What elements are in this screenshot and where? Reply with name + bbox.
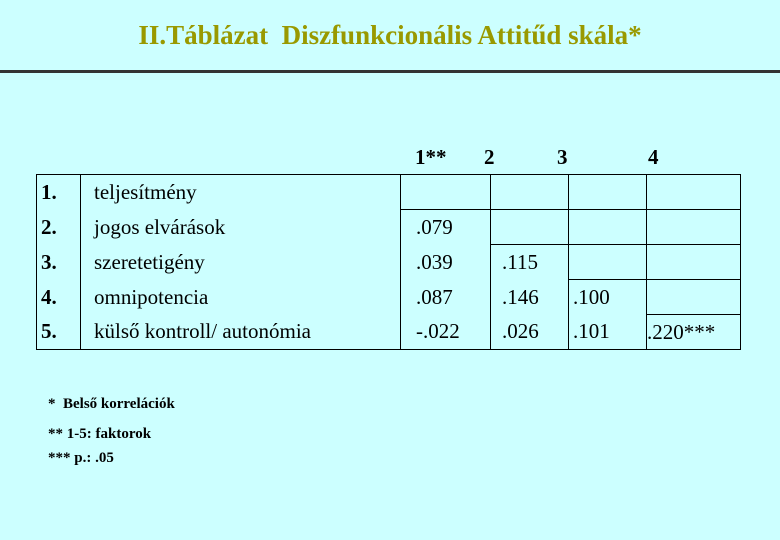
cell-col-4 — [647, 210, 741, 245]
row-label: teljesítmény — [81, 175, 401, 210]
correlation-table — [36, 174, 741, 350]
row-number: 5. — [37, 315, 81, 350]
cell-col-3: .100 — [569, 280, 647, 315]
cell-col-1: -.022 — [401, 315, 491, 350]
cell-col-3 — [569, 245, 647, 280]
row-label: szeretetigény — [81, 245, 401, 280]
column-header-1: 1** — [415, 145, 447, 169]
cell-col-1: .039 — [401, 245, 491, 280]
table-row — [37, 210, 741, 245]
cell-col-3: .101 — [569, 315, 647, 350]
cell-col-4 — [647, 280, 741, 315]
cell-col-2 — [491, 210, 569, 245]
row-number: 4. — [37, 280, 81, 315]
cell-col-1 — [401, 175, 491, 210]
row-label: jogos elvárások — [81, 210, 401, 245]
footnote-internal-correlations: * Belső korrelációk — [48, 396, 175, 412]
cell-col-3 — [569, 210, 647, 245]
cell-col-2: .026 — [491, 315, 569, 350]
cell-col-4: .220*** — [647, 315, 741, 350]
footnote-factors: ** 1-5: faktorok — [48, 426, 152, 442]
cell-col-1: .087 — [401, 280, 491, 315]
cell-col-2: .146 — [491, 280, 569, 315]
cell-col-2 — [491, 175, 569, 210]
cell-col-4 — [647, 245, 741, 280]
column-header-4: 4 — [648, 145, 659, 169]
row-label: omnipotencia — [81, 280, 401, 315]
table-row — [37, 245, 741, 280]
row-number: 2. — [37, 210, 81, 245]
column-header-2: 2 — [484, 145, 495, 169]
row-number: 3. — [37, 245, 81, 280]
table-row — [37, 315, 741, 350]
column-header-3: 3 — [557, 145, 568, 169]
cell-col-1: .079 — [401, 210, 491, 245]
row-label: külső kontroll/ autonómia — [81, 315, 401, 350]
row-number: 1. — [37, 175, 81, 210]
title-divider — [0, 70, 780, 73]
table-row — [37, 280, 741, 315]
cell-col-4 — [647, 175, 741, 210]
table-row — [37, 175, 741, 210]
footnote-significance: *** p.: .05 — [48, 450, 114, 466]
cell-col-2: .115 — [491, 245, 569, 280]
page-title: II.Táblázat Diszfunkcionális Attitűd skála* — [138, 20, 642, 50]
cell-col-3 — [569, 175, 647, 210]
